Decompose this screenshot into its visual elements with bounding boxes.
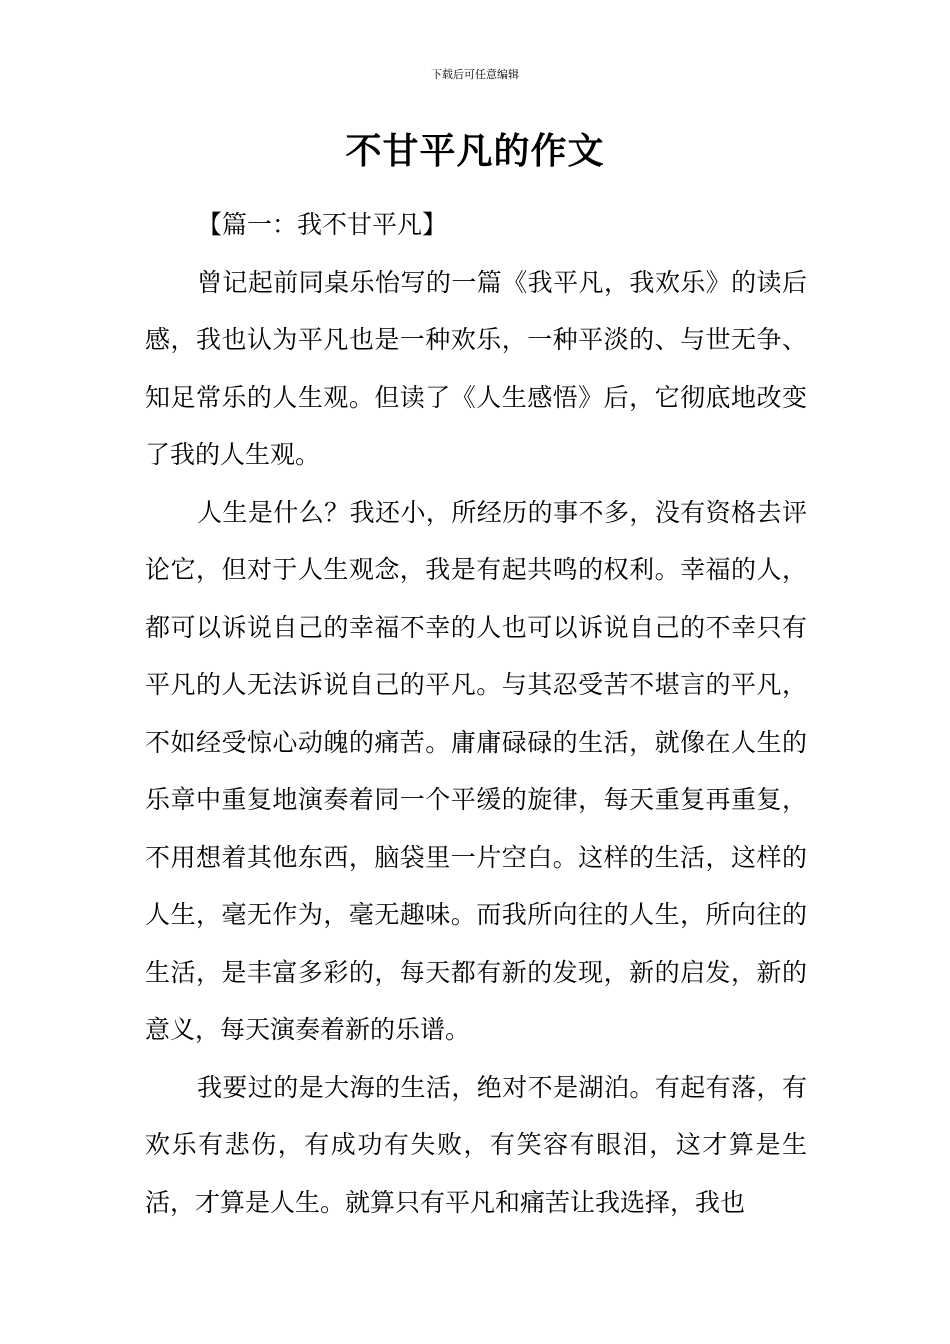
paragraph-2: 人生是什么？我还小，所经历的事不多，没有资格去评论它，但对于人生观念，我是有起共鸣的权利。幸福的人，都可以诉说自己的幸福不幸的人也可以诉说自己的不幸只有平凡的人无法诉说自己的平凡。与其忍受苦不堪言的平凡，不如经受惊心动魄的痛苦。庸庸碌碌的生活，就像在人生的乐章中重复地演奏着同一个平缓的旋律，每天重复再重复，不用想着其他东西，脑袋里一片空白。这样的生活，这样的人生，毫无作为，毫无趣味。而我所向往的人生，所向往的生活，是丰富多彩的，每天都有新的发现，新的启发，新的意义，每天演奏着新的乐谱。: [145, 497, 807, 1044]
section-heading: 【篇一：我不甘平凡】: [197, 210, 448, 239]
paragraph-1: 曾记起前同桌乐怡写的一篇《我平凡，我欢乐》的读后感，我也认为平凡也是一种欢乐，一种平淡的、与世无争、知足常乐的人生观。但读了《人生感悟》后，它彻底地改变了我的人生观。: [145, 267, 807, 469]
document-body: [145, 196, 807, 1231]
download-note: 下载后可任意编辑: [431, 68, 519, 81]
document-title: 不甘平凡的作文: [345, 131, 605, 172]
paragraph-3: 我要过的是大海的生活，绝对不是湖泊。有起有落，有欢乐有悲伤，有成功有失败，有笑容有眼泪，这才算是生活，才算是人生。就算只有平凡和痛苦让我选择，我也: [145, 1072, 807, 1217]
